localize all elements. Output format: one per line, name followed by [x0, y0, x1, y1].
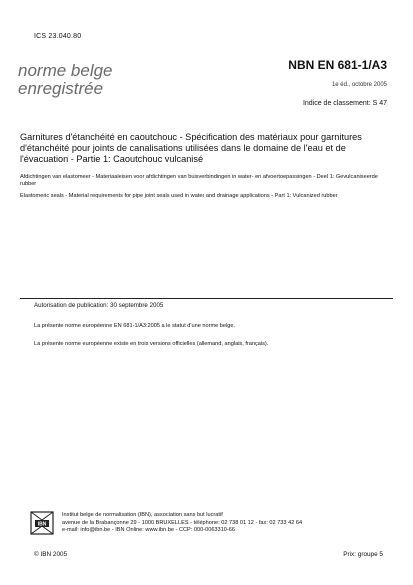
section-divider — [20, 298, 393, 299]
standard-number: NBN EN 681-1/A3 — [288, 58, 387, 72]
logo-lettering: IBN — [37, 521, 47, 528]
brand-title — [18, 62, 113, 98]
title-dutch: Afdichtingen van elastomeer - Materiaaleisen voor afdichtingen van buisverbindingen in water- en afvoertoepassingen - Deel 1: Gevulcaniseerde rubber — [20, 174, 378, 187]
copyright-notice: © IBN 2005 — [34, 551, 68, 558]
title-english: Elastomeric seals - Material requirements for pipe joint seals used in water and drainage applications - Part 1: Vulcanized rubber — [20, 193, 338, 199]
ibn-logo-icon — [30, 511, 54, 535]
brand-line-2: enregistrée — [18, 79, 104, 98]
institute-name: Institut belge de normalisation (IBN), association sans but lucratif — [62, 512, 223, 518]
publication-authorization: Autorisation de publication: 30 septembre 2005 — [34, 302, 164, 309]
institute-contact — [62, 512, 392, 535]
institute-online: e-mail: info@ibn.be - IBN Online: www.ibn.be - CCP: 000-0063310-66 — [62, 527, 235, 533]
ics-code: ICS 23.040.80 — [34, 33, 82, 40]
title-french: Garnitures d'étanchéité en caoutchouc - Spécification des matériaux pour garnitures d'étanchéité pour joints de canalisations utilisées dans le domaine de l'eau et de l'évacuation - Partie 1: Caoutchouc vulcanisé — [20, 132, 362, 164]
brand-line-1: norme belge — [18, 61, 113, 80]
versions-statement: La présente norme européenne existe en trois versions officielles (allemand, anglais, français). — [34, 341, 269, 347]
classification-index: Indice de classement: S 47 — [302, 100, 387, 107]
institute-address: avenue de la Brabançonne 29 - 1000 BRUXELLES - téléphone: 02 738 01 12 - fax: 02 733 42 64 — [62, 519, 303, 526]
status-statement: La présente norme européenne EN 681-1/A3:2005 a le statut d'une norme belge. — [34, 323, 236, 329]
price-group: Prix: groupe 5 — [343, 551, 383, 558]
edition-date: 1e éd., octobre 2005 — [331, 82, 387, 88]
